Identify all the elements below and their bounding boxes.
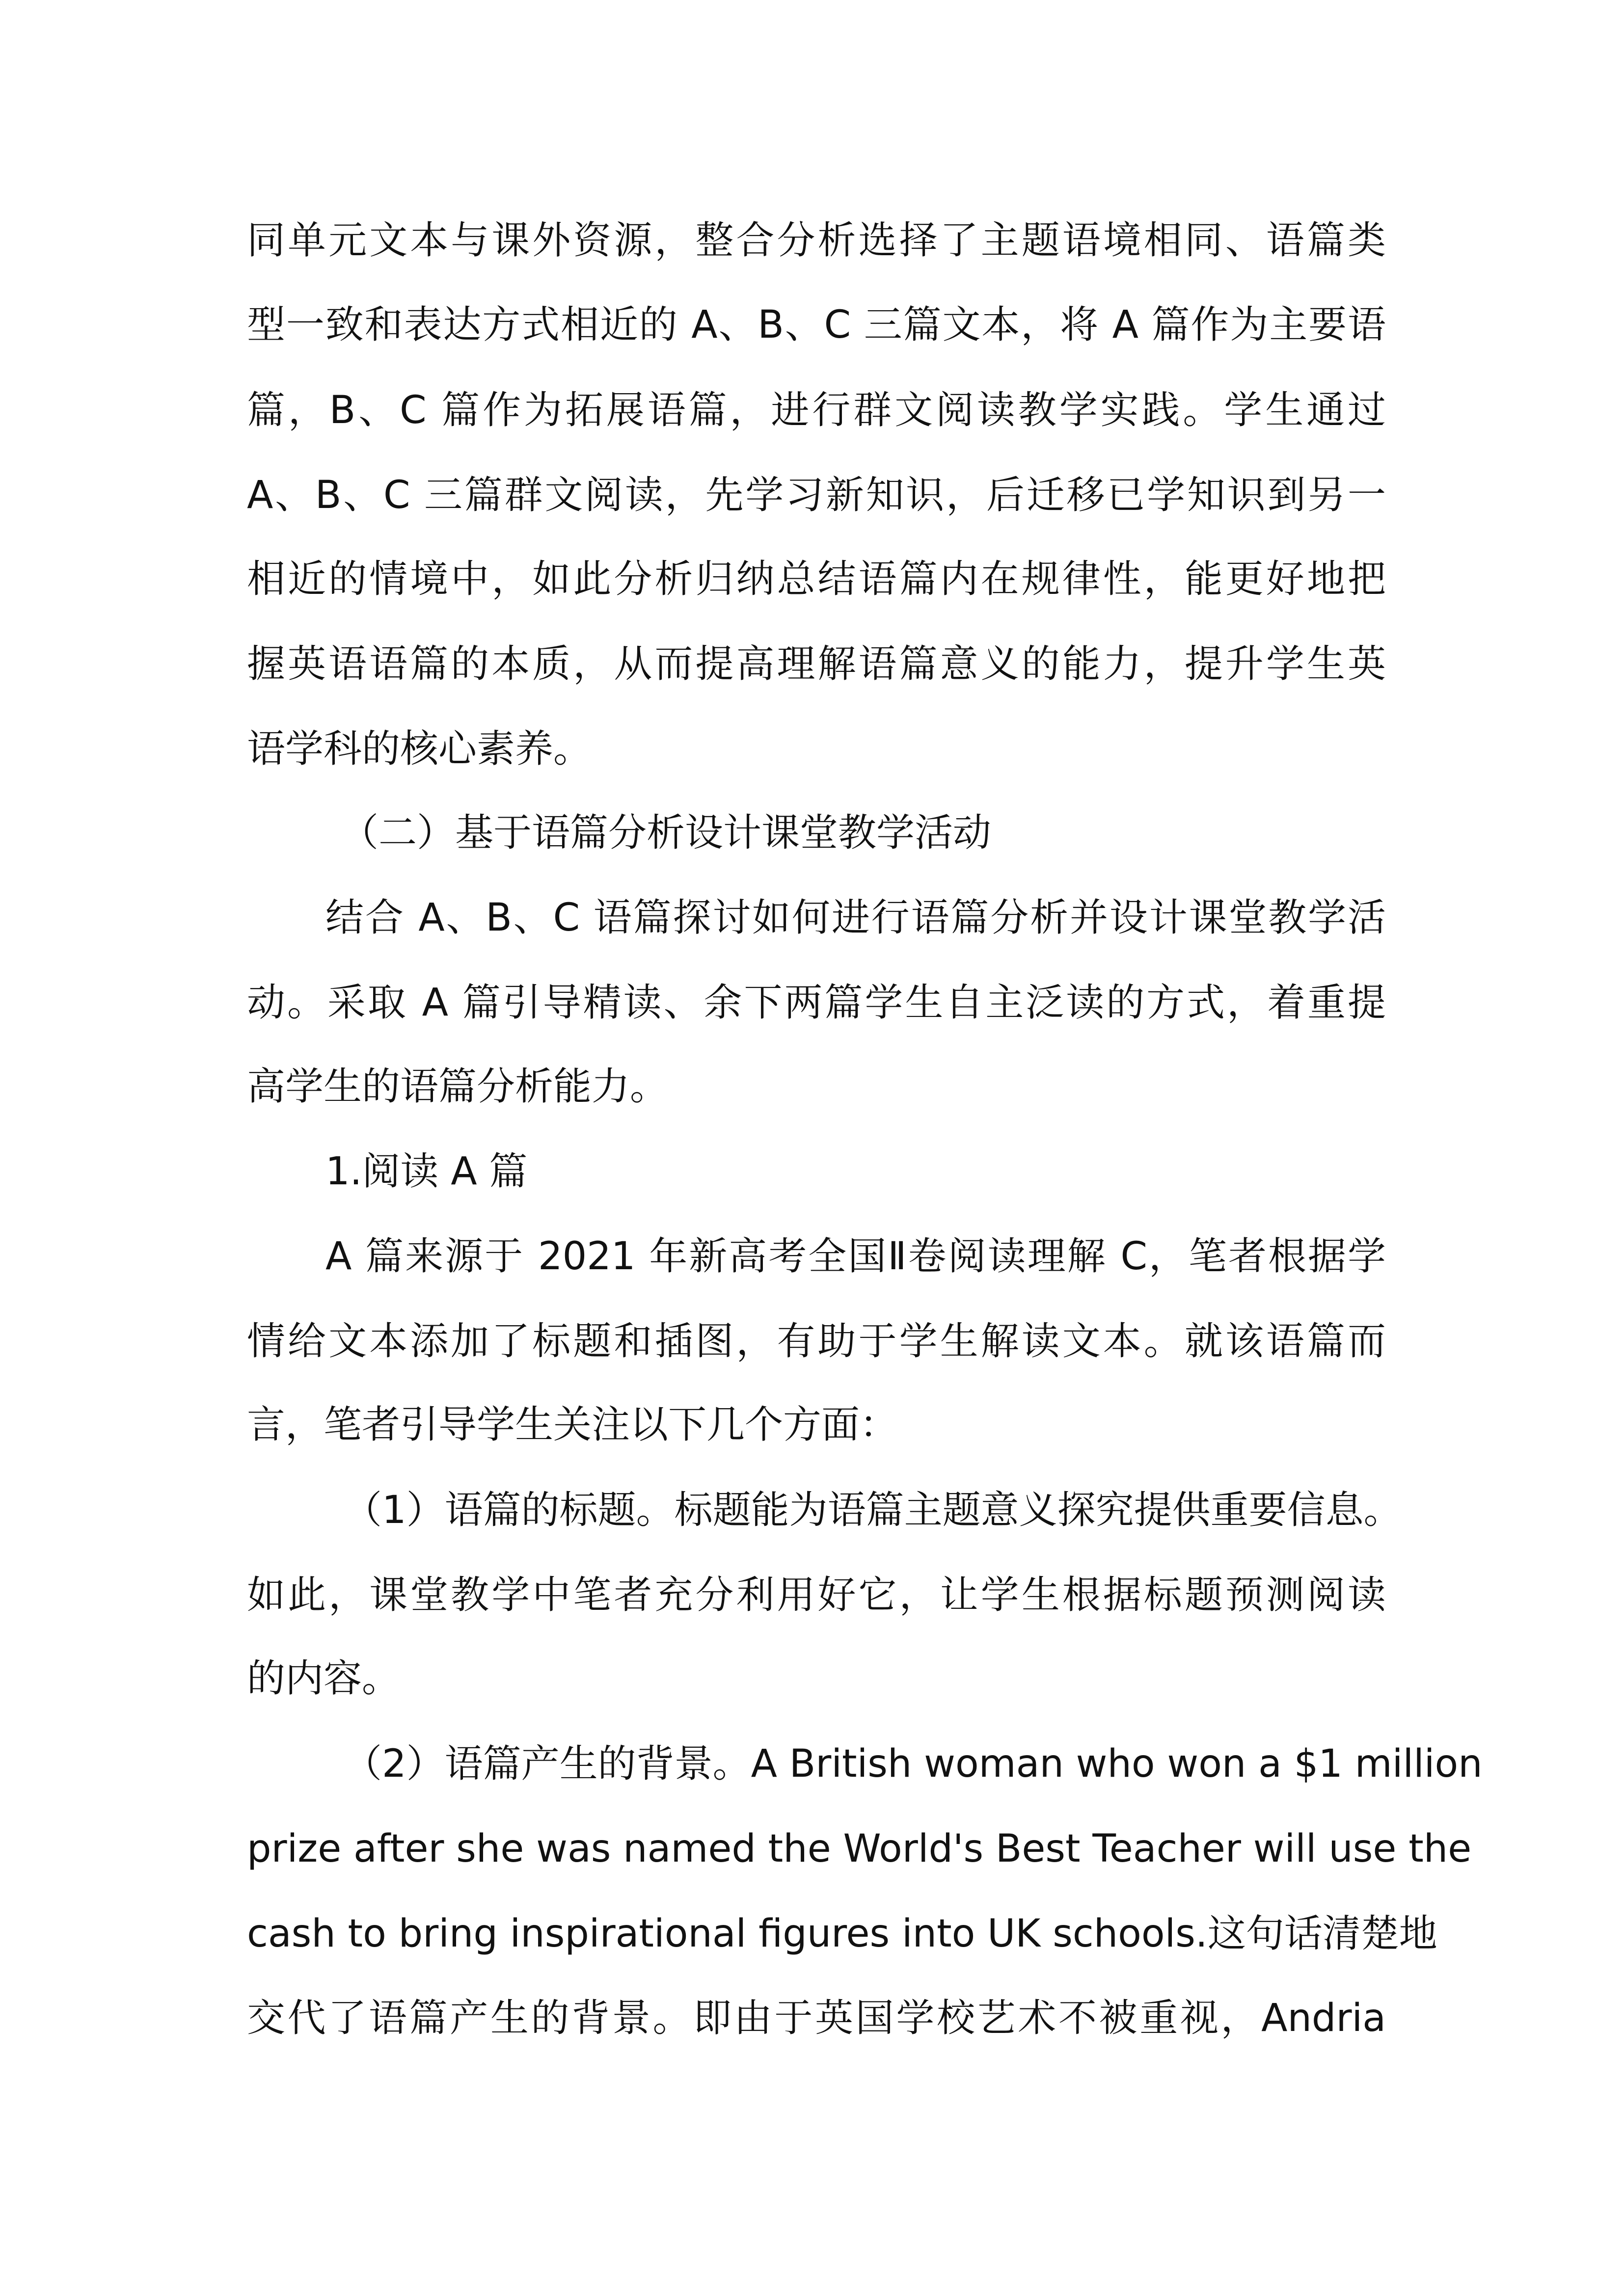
paragraph-line: 结合 A、B、C 语篇探讨如何进行语篇分析并设计课堂教学活 <box>325 896 1386 940</box>
paragraph-line: 交代了语篇产生的背景。即由于英国学校艺术不被重视，Andria <box>247 1996 1386 2040</box>
paragraph-line: cash to bring inspirational figures into UK schools.这句话清楚地 <box>247 1912 1437 1956</box>
paragraph-line: prize after she was named the World's Best Teacher will use the <box>247 1827 1472 1871</box>
paragraph-line: 的内容。 <box>247 1656 401 1701</box>
paragraph-line: 型一致和表达方式相近的 A、B、C 三篇文本，将 A 篇作为主要语 <box>247 303 1386 347</box>
paragraph-line: A、B、C 三篇群文阅读，先学习新知识，后迁移已学知识到另一 <box>247 473 1386 517</box>
paragraph-line: 语学科的核心素养。 <box>247 727 592 771</box>
paragraph-line: 言，笔者引导学生关注以下几个方面： <box>247 1403 898 1447</box>
paragraph-line: 篇，B、C 篇作为拓展语篇，进行群文阅读教学实践。学生通过 <box>247 388 1386 432</box>
paragraph-line: 高学生的语篇分析能力。 <box>247 1065 669 1109</box>
paragraph-line: 情给文本添加了标题和插图，有助于学生解读文本。就该语篇而 <box>247 1319 1386 1363</box>
paragraph-line: 相近的情境中，如此分析归纳总结语篇内在规律性，能更好地把 <box>247 557 1386 601</box>
paragraph-line: （1）语篇的标题。标题能为语篇主题意义探究提供重要信息。 <box>344 1488 1402 1532</box>
paragraph-line: （2）语篇产生的背景。A British woman who won a $1 million <box>344 1742 1483 1786</box>
subsection-heading: 1.阅读 A 篇 <box>325 1149 528 1194</box>
paragraph-line: 动。采取 A 篇引导精读、余下两篇学生自主泛读的方式，着重提 <box>247 981 1386 1025</box>
paragraph-line: 如此，课堂教学中笔者充分利用好它，让学生根据标题预测阅读 <box>247 1573 1386 1617</box>
section-heading: （二）基于语篇分析设计课堂教学活动 <box>340 811 992 855</box>
paragraph-line: A 篇来源于 2021 年新高考全国Ⅱ卷阅读理解 C，笔者根据学 <box>325 1234 1386 1279</box>
paragraph-line: 握英语语篇的本质，从而提高理解语篇意义的能力，提升学生英 <box>247 642 1386 686</box>
paragraph-line: 同单元文本与课外资源，整合分析选择了主题语境相同、语篇类 <box>247 218 1386 263</box>
